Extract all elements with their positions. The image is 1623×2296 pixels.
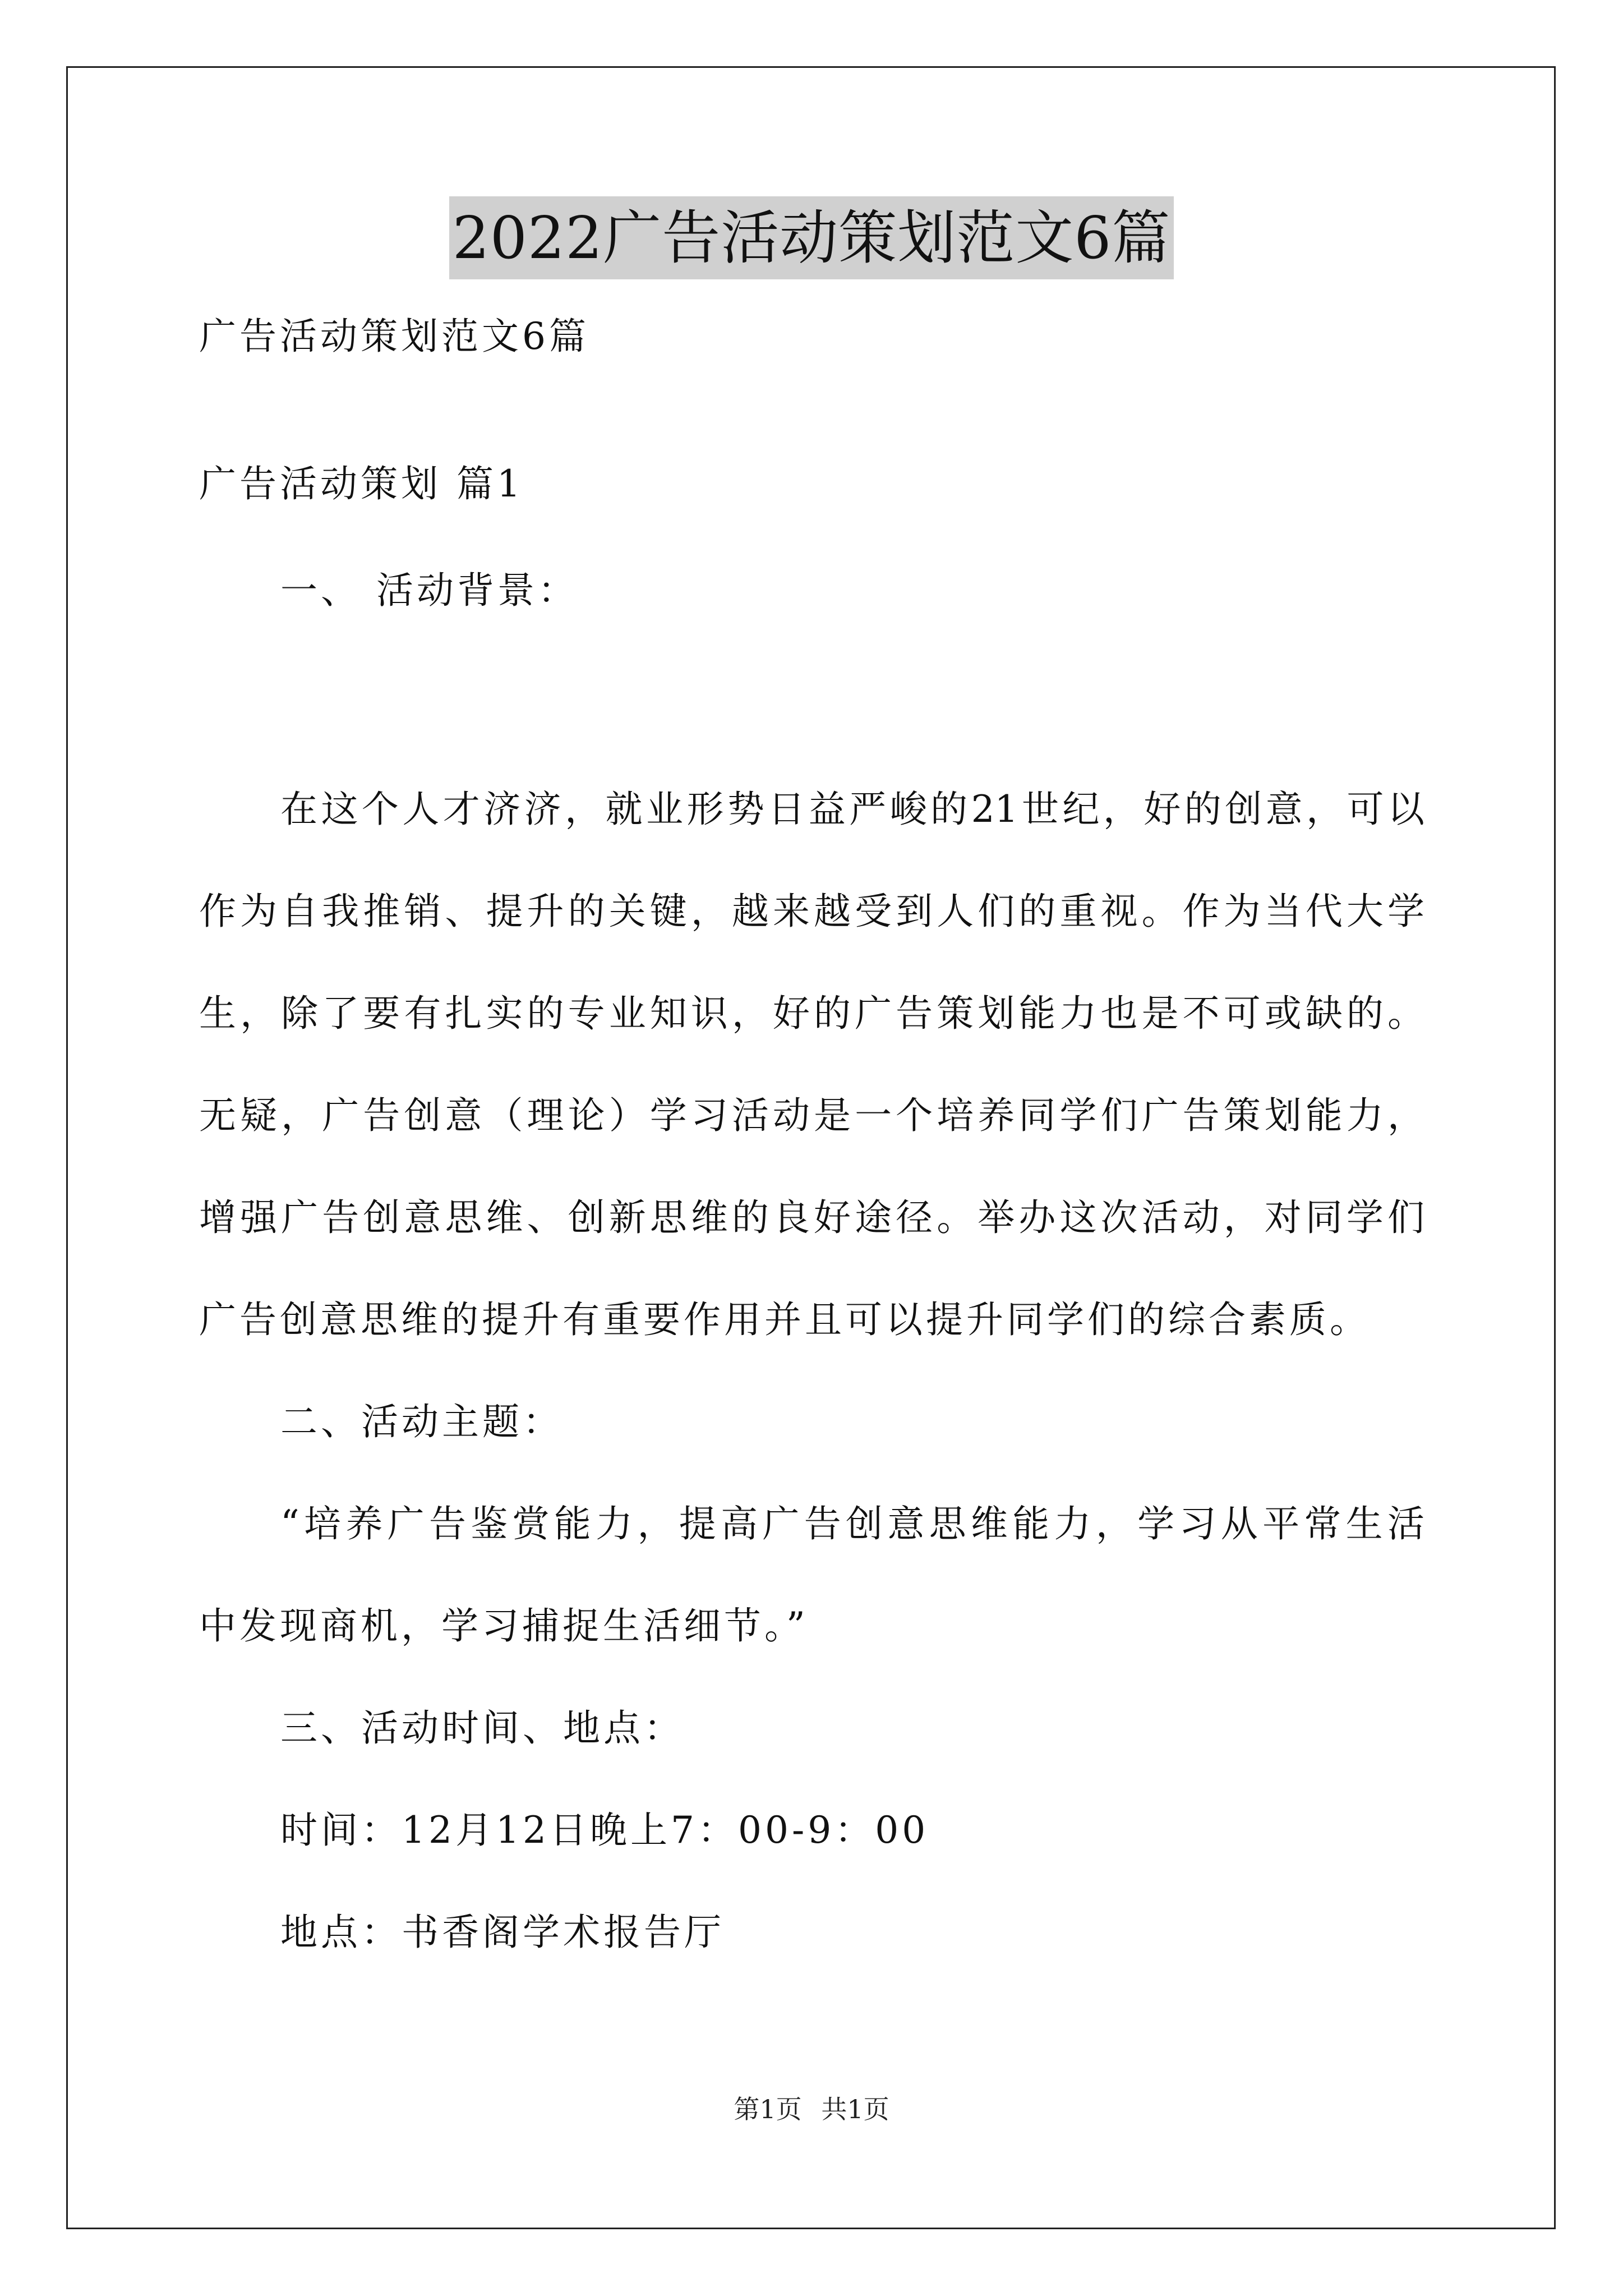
time-line: 时间：12月12日晚上7：00-9：00 — [280, 1809, 929, 1852]
section2-heading: 二、活动主题： — [280, 1400, 563, 1443]
paragraph-line: 作为自我推销、提升的关键，越来越受到人们的重视。作为当代大学 — [199, 890, 1424, 933]
title-container — [0, 196, 1623, 279]
document-title: 2022广告活动策划范文6篇 — [449, 196, 1174, 279]
paragraph-line: 在这个人才济济，就业形势日益严峻的21世纪，好的创意，可以 — [280, 788, 1424, 831]
page-total: 共1页 — [821, 2094, 889, 2124]
article-heading: 广告活动策划 篇1 — [199, 462, 524, 505]
document-subtitle: 广告活动策划范文6篇 — [199, 315, 589, 358]
quote-line: “培养广告鉴赏能力，提高广告创意思维能力，学习从平常生活 — [280, 1502, 1424, 1545]
page-footer — [0, 2092, 1623, 2126]
section3-heading: 三、活动时间、地点： — [280, 1706, 684, 1750]
quote-line: 中发现商机，学习捕捉生活细节。” — [199, 1604, 809, 1648]
page-current: 第1页 — [734, 2094, 802, 2124]
paragraph-line: 无疑，广告创意（理论）学习活动是一个培养同学们广告策划能力， — [199, 1094, 1424, 1137]
section1-heading: 一、 活动背景： — [280, 569, 578, 612]
page-border — [66, 66, 1556, 2229]
paragraph-line: 生，除了要有扎实的专业知识，好的广告策划能力也是不可或缺的。 — [199, 992, 1424, 1035]
paragraph-line: 增强广告创意思维、创新思维的良好途径。举办这次活动，对同学们 — [199, 1196, 1424, 1239]
place-line: 地点：书香阁学术报告厅 — [280, 1911, 725, 1954]
paragraph-line: 广告创意思维的提升有重要作用并且可以提升同学们的综合素质。 — [199, 1298, 1370, 1341]
